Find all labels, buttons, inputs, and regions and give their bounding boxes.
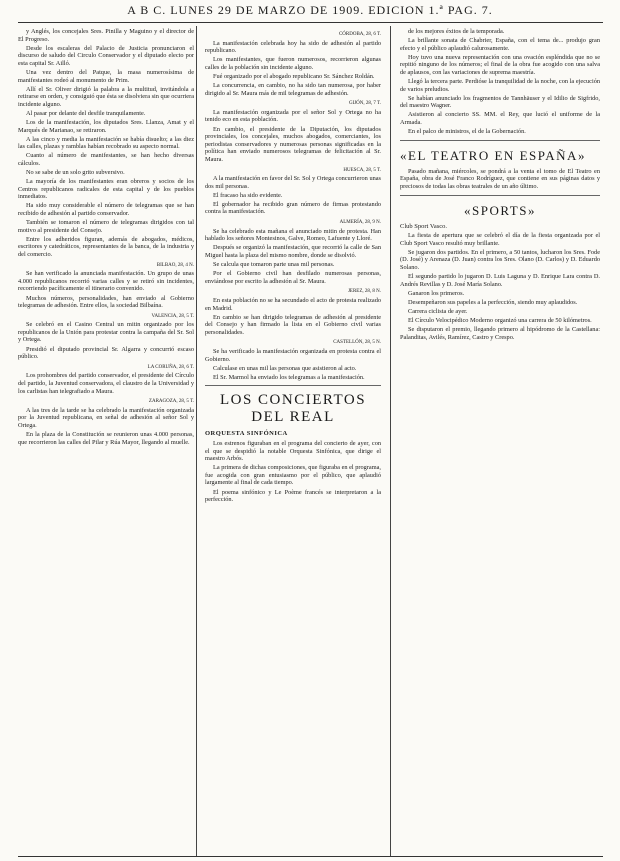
sports-club-name: Club Sport Vasco. [400, 222, 448, 230]
header-rule [18, 22, 603, 23]
paragraph: En cambio, el presidente de la Diputación, los diputados provinciales, los concejales, muchos abogados, comerciantes, los periodistas conservadores y numerosas personas significadas en la política han enviado numerosos telegramas de felicitación al Sr. Maura. [205, 125, 381, 163]
paragraph: Los de la manifestación, los diputados Sres. Llanza, Amat y el Marqués de Marianao, se retiraron. [18, 119, 194, 134]
paragraph: Entre los adheridos figuran, además de abogados, médicos, escritores y catedráticos, representantes de la banca, de la industria y del comercio. [18, 235, 194, 259]
paragraph: Ganaron los primeros. [408, 289, 465, 297]
paragraph: La manifestación celebrada hoy ha sido de adhesión al partido republicano. [205, 39, 381, 55]
paragraph: Los prohombres del partido conservador, el presidente del Círculo del partido, la Juventud conservadora, el claustro de la Universidad y los carlistas han telegrafiado a Maura. [18, 372, 194, 395]
paragraph: También se tomaron el número de telegramas dirigidos con tal motivo al presidente del Consejo. [18, 219, 194, 234]
section-divider [400, 140, 600, 141]
paragraph: Se disputaron el premio, llegando primero al hipódromo de la Castellana: Palanditas, Avilés, Ramírez, Castro y Crespo. [400, 326, 600, 341]
dateline: ZARAGOZA, 28, 5 T. [148, 399, 194, 405]
paragraph: A la manifestación en favor del Sr. Sol y Ortega concurrieron unas dos mil personas. [205, 175, 381, 190]
column-divider [390, 26, 391, 856]
dateline: BILBAO, 28, 4 N. [156, 262, 194, 268]
page-header: A B C. LUNES 29 DE MARZO DE 1909. EDICION 1.ª PAG. 7. [127, 3, 493, 17]
paragraph: La brillante sonata de Chabrier, España, con el tema de... produjo gran efecto y el público aplaudió calurosamente. [400, 37, 600, 52]
paragraph: La primera de dichas composiciones, que figuraba en el programa, fue acogida con gran entusiasmo por el público, que aplaudió largamente al final de cada tiempo. [205, 464, 381, 487]
dateline: CASTELLÓN, 28, 5 N. [333, 340, 381, 346]
footer-rule [18, 856, 603, 857]
paragraph: La fiesta de apertura que se celebró el día de la fiesta organizada por el Club Sport Vasco resultó muy brillante. [400, 232, 600, 247]
conciertos-headline: LOS CONCIERTOS DEL REAL [219, 392, 367, 426]
dateline: CÓRDOBA, 28, 6 T. [338, 32, 381, 37]
paragraph: El poema sinfónico y Le Poème francés se interpretaron a la perfección. [205, 488, 381, 504]
sports-headline: «SPORTS» [464, 202, 536, 218]
paragraph: y Anglés, los concejales Sres. Pinilla y Maguino y el director de El Progreso. [18, 28, 194, 43]
paragraph: Carrera ciclista de ayer. [408, 307, 468, 315]
dateline: JEREZ, 28, 8 N. [347, 289, 381, 295]
paragraph: Hoy tuvo una nueva representación con una ovación espléndida que no se repitió ninguno de los números; el final de la obra fue acogido con una salva de aplausos, con las variaciones de suprema maestría. [400, 53, 600, 76]
paragraph: de los mejores éxitos de la temporada. [408, 28, 505, 35]
paragraph: Fué organizado por el abogado republicano Sr. Sánchez Roldán. [213, 72, 375, 80]
section-divider [205, 385, 381, 386]
paragraph: A las cinco y media la manifestación se había disuelto; a las diez las calles, plazas y ramblas habían recobrado su aspecto normal. [18, 135, 194, 151]
paragraph: Por el Gobierno civil han desfilado numerosas personas, enviándose por escrito la adhesión al Sr. Maura. [205, 270, 381, 285]
paragraph: Llegó la tercera parte. Perdióse la tranquilidad de la noche, con la ejecución de varios preludios. [400, 78, 600, 93]
column-divider [196, 26, 197, 856]
paragraph: Muchos números, personalidades, han enviado al Gobierno telegramas de adhesión. Entre ellos, la sociedad Bilbaína. [18, 294, 194, 310]
section-divider [400, 195, 600, 196]
paragraph: Calculase en unas mil las personas que asistieron al acto. [213, 364, 357, 372]
paragraph: En cambio se han dirigido telegramas de adhesión al presidente del Consejo y han firmado la lista en el Gobierno civil varias personalidades. [205, 313, 381, 336]
paragraph: Los manifestantes, que fueron numerosos, recorrieron algunas calles de la población sin incidente alguno. [205, 56, 381, 71]
paragraph: Pasado mañana, miércoles, se pondrá a la venta el tomo de El Teatro en España, obra de José Franco Rodríguez, que contiene en sus páginas datos y preciosos de todas las obras teatrales de un año último. [400, 167, 600, 190]
paragraph: El segundo partido lo jugaron D. Luis Laguna y D. Enrique Lara contra D. Andrés Revillas y D. José María Solano. [400, 273, 600, 288]
paragraph: Presidió el diputado provincial Sr. Algarra y concurrió escaso público. [18, 345, 194, 361]
paragraph: Se ha celebrado esta mañana el anunciado mitin de protesta. Han hablado los señores Montesinos, Galve, Romeo, Lafuente y Lloré. [205, 227, 381, 243]
paragraph: Se calcula que tomaron parte unas mil personas. [213, 261, 335, 269]
paragraph: Se han verificado la anunciada manifestación. Un grupo de unas 4.000 republicanos recorrió varias calles y se retiró sin incidentes, recorriendo pacíficamente el itinerario convenido. [18, 270, 194, 293]
paragraph: En esta población no se ha secundado el acto de protesta realizado en Madrid. [205, 296, 381, 312]
paragraph: Se ha verificado la manifestación organizada en protesta contra el Gobierno. [205, 347, 381, 363]
paragraph: Desempeñaron sus papeles a la perfección, siendo muy aplaudidos. [408, 298, 578, 306]
dateline: ALMERÍA, 28, 9 N. [339, 220, 381, 226]
paragraph: Allí el Sr. Oliver dirigió la palabra a la multitud, invitándola a retirarse en orden, y consiguió que ésta se disolviera sin que ocurriera incidente alguno. [18, 85, 194, 108]
paragraph: La mayoría de los manifestantes eran obreros y socios de los Centros republicanos radicales de esta capital y de los pueblos inmediatos. [18, 178, 194, 201]
conciertos-subhead: ORQUESTA SINFÓNICA [205, 430, 288, 438]
paragraph: Desde los escaleras del Palacio de Justicia pronunciaron el discurso de saludo del Circulo Conservador y el diputado electo por esta capital Sr. Ailló. [18, 44, 194, 67]
paragraph: El gobernador ha recibido gran número de firmas protestando contra la manifestación. [205, 200, 381, 216]
paragraph: En el palco de ministros, el de la Gobernación. [408, 128, 526, 136]
dateline: GIJÓN, 28, 7 T. [348, 101, 381, 107]
dateline: VALENCIA, 28, 5 T. [151, 313, 194, 319]
dateline: HUESCA, 28, 5 T. [343, 167, 381, 173]
paragraph: Cuanto al número de manifestantes, se han hecho diversas cálculos. [18, 152, 194, 167]
paragraph: No se sabe de un solo grito subversivo. [26, 169, 125, 177]
column-2 [205, 28, 381, 505]
paragraph: La manifestación organizada por el señor Sol y Ortega no ha tenido eco en esta población. [205, 108, 381, 124]
teatro-headline: «EL TEATRO EN ESPAÑA» [400, 147, 586, 163]
paragraph: Se jugaron dos partidos. En el primero, a 50 tantos, lucharon los Sres. Fode (D. José) y Arenaza (D. Juan) contra los Sres. Olano (D. Carlos) y D. Eduardo Solano. [400, 248, 600, 271]
paragraph: Ha sido muy considerable el número de telegramas que se han recibido de adhesión al partido conservador. [18, 202, 194, 218]
paragraph: Asistieron al concierto SS. MM. el Rey, que lució el uniforme de la Armada. [400, 111, 600, 127]
paragraph: El Círculo Velocipédico Moderno organizó una carrera de 50 kilómetros. [408, 317, 592, 325]
paragraph: Se celebró en el Casino Central un mitin organizado por los republicanos de la Unión para protestar contra la campaña del Sr. Sol y Ortega. [18, 321, 194, 344]
paragraph: Se habían anunciado los fragmentos de Tannhäuser y el Idilio de Sigfrido, del maestro Wagner. [400, 94, 600, 110]
paragraph: El Sr. Marmol ha enviado los telegramas a la manifestación. [213, 373, 365, 381]
paragraph: Una vez dentro del Patque, la masa numerosísima de manifestantes rodeó al monumento de Prim. [18, 68, 194, 84]
paragraph: Al pasar por delante del desfile tranquilamente. [26, 109, 146, 117]
paragraph: En la plaza de la Constitución se reunieron unas 4.000 personas, que recorrieron las calles del Pilar y Rúa Mayor, llegando al muelle. [18, 431, 194, 446]
paragraph: A las tres de la tarde se ha celebrado la manifestación organizada por la Juventud republicana, en señal de adhesión al señor Sol y Ortega. [18, 406, 194, 429]
paragraph: Los estrenos figuraban en el programa del concierto de ayer, con el que se despidió la notable Orquesta Sinfónica, que dirige el maestro Arbós. [205, 439, 381, 463]
column-3 [400, 28, 600, 343]
dateline: LA CORUÑA, 28, 6 T. [147, 364, 194, 370]
column-1 [18, 28, 194, 448]
paragraph: El fracaso ha sido evidente. [213, 191, 283, 199]
paragraph: La concurrencia, en cambio, no ha sido tan numerosa, por haber dirigido al Sr. Maura más de mil telegramas de adhesión. [205, 82, 381, 97]
paragraph: Después se organizó la manifestación, que recorrió la calle de San Miguel hasta la plaza del mismo nombre, donde se disolvió. [205, 244, 381, 259]
